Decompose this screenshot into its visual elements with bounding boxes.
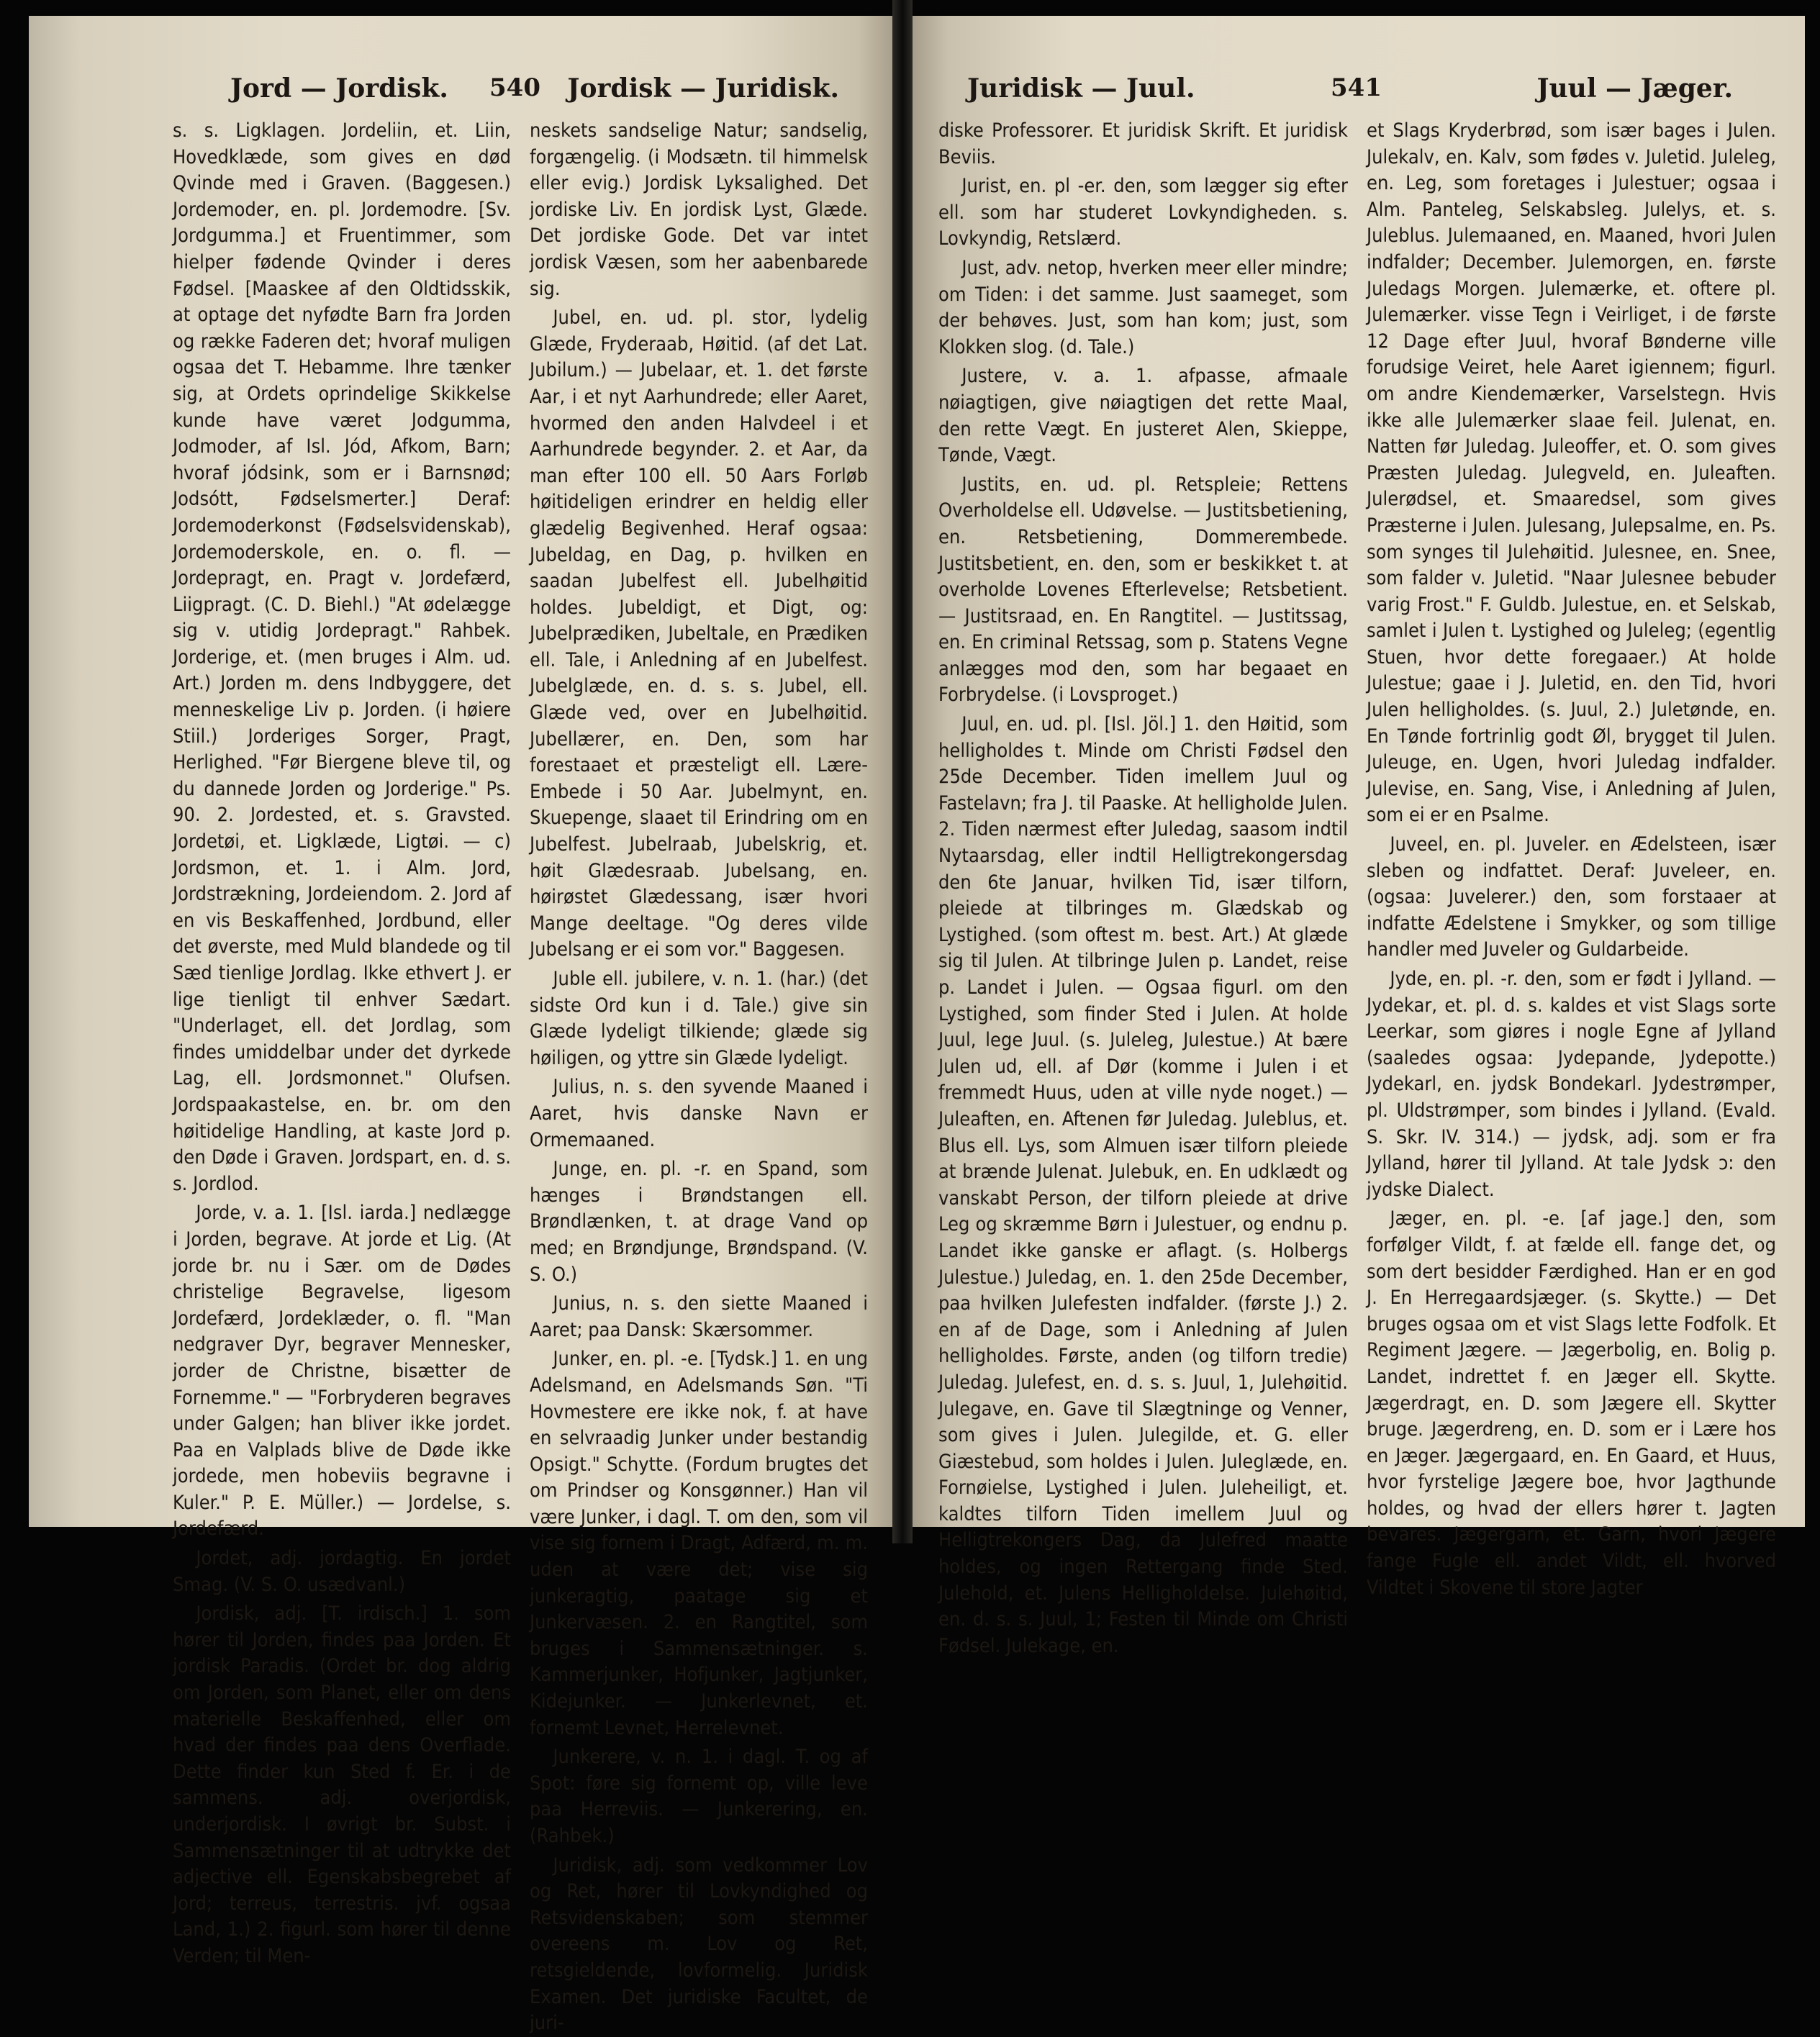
left-page-header (173, 66, 868, 118)
dictionary-entry: neskets sandselige Natur; sandselig, forgængelig. (i Modsætn. til himmelsk eller evig.) Jordisk Lyksalighed. Det jordiske Liv. En jordisk Lyst, Glæde. Det jordiske Gode. Det var intet jordisk Væsen, som her aabenbarede sig. (530, 119, 868, 300)
dictionary-entry: diske Professorer. Et juridisk Skrift. Et juridisk Beviis. (938, 119, 1348, 168)
left-page-number: 540 (489, 73, 540, 102)
dictionary-entry: Jordet, adj. jordagtig. En jordet Smag. (V. S. O. usædvanl.) (173, 1547, 511, 1596)
dictionary-entry: Juridisk, adj. som vedkommer Lov og Ret, hører til Lovkyndighed og Retsvidenskaben; som stemmer overeens m. Lov og Ret, retsgieldende, lovformelig. Juridisk Examen. Det juridiske Facultet, de juri- (530, 1854, 868, 2035)
left-page (29, 16, 892, 2035)
dictionary-entry: Justits, en. ud. pl. Retspleie; Rettens Overholdelse ell. Udøvelse. — Justitsbetiening, en. Retsbetiening, Dommerembede. Justitsbetient, en. den, som er beskikket t. at overholde Lovenes Efterlevelse; Retsbetient. — Justitsraad, en. En Rangtitel. — Justitssag, en. En criminal Retssag, som p. Statens Vegne anlægges mod den, som har begaaet en Forbrydelse. (i Lovsproget.) (938, 473, 1348, 707)
dictionary-entry: Jyde, en. pl. -r. den, som er født i Jylland. — Jydekar, et. pl. d. s. kaldes et vist Slags sorte Leerkar, som giøres i nogle Egne af Jylland (saaledes ogsaa: Jydepande, Jydepotte.) Jydekarl, en. jydsk Bondekarl. Jydestrømper, pl. Uldstrømper, som bindes i Jylland. (Evald. S. Skr. IV. 314.) — jydsk, adj. som er fra Jylland, hører til Jylland. At tale Jydsk ɔ: den jydske Dialect. (1367, 968, 1776, 1201)
dictionary-entry: Juble ell. jubilere, v. n. 1. (har.) (det sidste Ord kun i d. Tale.) give sin Glæde lydeligt tilkiende; glæde sig høiligen, og yttre sin Glæde lydeligt. (530, 968, 868, 1069)
dictionary-entry: Julius, n. s. den syvende Maaned i Aaret, hvis danske Navn er Ormemaaned. (530, 1076, 868, 1151)
right-page-column-2 (1367, 118, 1776, 1599)
left-page-columns (173, 118, 868, 2035)
dictionary-entry: s. s. Ligklagen. Jordeliin, et. Liin, Hovedklæde, som gives en død Qvinde med i Graven. (Baggesen.) Jordemoder, en. pl. Jordemodre. [Sv. Jordgumma.] et Fruentimmer, som hielper fødende Qvinder i deres Fødsel. [Maaskee af den Oldtidsskik, at optage det nyfødte Barn fra Jorden og række Faderen det; hvoraf muligen ogsaa det T. Hebamme. Ihre tænker sig, at Ordets oprindelige Skikkelse kunde have været Jodgumma, Jodmoder, af Isl. Jód, Afkom, Barn; hvoraf jódsink, som er i Barnsnød; Jodsótt, Fødselsmerter.] Deraf: Jordemoderkonst (Fødselsvidenskab), Jordemoderskole, en. o. fl. — Jordepragt, en. Pragt v. Jordefærd, Liigpragt. (C. D. Biehl.) "At ødelægge sig v. utidig Jordepragt." Rahbek. Jorderige, et. (men bruges i Alm. ud. Art.) Jorden m. dens Indbyggere, det menneskelige Liv p. Jorden. (i høiere Stiil.) Jorderiges Sorger, Pragt, Herlighed. "Før Biergene bleve til, og du dannede Jorden og Jorderige." Ps. 90. 2. Jordested, et. s. Gravsted. Jordetøi, et. Ligklæde, Ligtøi. — c) Jordsmon, et. 1. i Alm. Jord, Jordstrækning, Jordeiendom. 2. Jord af en vis Beskaffenhed, Jordbund, eller det øverste, med Muld blandede og til Sæd tienlige Jordlag. Ikke ethvert J. er lige tienligt til enhver Sædart. "Underlaget, ell. det Jordlag, som findes umiddelbar under det dyrkede Lag, ell. Jordsmonnet." Olufsen. Jordspaakastelse, en. br. om den høitidelige Handling, at kaste Jord p. den Døde i Graven. Jordspart, en. d. s. s. Jordlod. (173, 119, 511, 1195)
dictionary-entry: Junge, en. pl. -r. en Spand, som hænges i Brøndstangen ell. Brøndlænken, t. at drage Vand op med; en Brøndjunge, Brøndspand. (V. S. O.) (530, 1158, 868, 1286)
dictionary-entry: Jordisk, adj. [T. irdisch.] 1. som hører til Jorden, findes paa Jorden. Et jordisk Paradis. (Ordet br. dog aldrig om Jorden, som Planet, eller om dens materielle Beskaffenhed, eller om hvad der findes paa dens Overflade. Dette finder kun Sted f. Er. i de sammens. adj. overjordisk, underjordisk. I øvrigt br. Subst. i Sammensætninger til at udtrykke det adjective ell. Egenskabsbegrebet af Jord; terreus, terrestris. jvf. ogsaa Land, 1.) 2. figurl. som hører til denne Verden; til Men- (173, 1602, 511, 1967)
dictionary-entry: Jurist, en. pl -er. den, som lægger sig efter ell. som har studeret Lovkyndigheden. s. Lovkyndig, Retslærd. (938, 175, 1348, 250)
left-page-column-1 (173, 118, 511, 1967)
dictionary-entry: Justere, v. a. 1. afpasse, afmaale nøiagtigen, give nøiagtigen det rette Maal, den rette Vægt. En justeret Alen, Skieppe, Tønde, Vægt. (938, 365, 1348, 467)
right-page-header (938, 66, 1776, 118)
dictionary-entry: Jubel, en. ud. pl. stor, lydelig Glæde, Fryderaab, Høitid. (af det Lat. Jubilum.) — Jubelaar, et. 1. det første Aar, i et nyt Aarhundrede; eller Aaret, hvormed den anden Halvdeel i et Aarhundrede begynder. 2. et Aar, da man efter 100 ell. 50 Aars Forløb høitideligen erindrer en heldig eller glædelig Begivenhed. Heraf ogsaa: Jubeldag, en Dag, p. hvilken en saadan Jubelfest ell. Jubelhøitid holdes. Jubeldigt, et Digt, og: Jubelprædiken, Jubeltale, en Prædiken ell. Tale, i Anledning af en Jubelfest. Jubelglæde, en. d. s. s. Jubel, ell. Glæde ved, over en Jubelhøitid. Jubellærer, en. Den, som har forestaaet et præsteligt ell. Lære-Embede i 50 Aar. Jubelmynt, en. Skuepenge, slaaet til Erindring om en Jubelfest. Jubelraab, Jubelskrig, et. høit Glædesraab. Jubelsang, en. høirøstet Glædessang, især hvori Mange deeltage. "Og deres vilde Jubelsang er ei som vor." Baggesen. (530, 307, 868, 961)
book-gutter (892, 0, 913, 1543)
dictionary-entry: Just, adv. netop, hverken meer eller mindre; om Tiden: i det samme. Just saameget, som der behøves. Just, som han kom; just, som Klokken slog. (d. Tale.) (938, 256, 1348, 358)
right-header-left-guideword: Juridisk — Juul. (967, 73, 1195, 104)
dictionary-entry: Junker, en. pl. -e. [Tydsk.] 1. en ung Adelsmand, en Adelsmands Søn. "Ti Hovmestere ere ikke nok, f. at have en selvraadig Junker under bestandig Opsigt." Schytte. (Fordum brugtes det om Prindser og Konsgønner.) Han vil være Junker, i dagl. T. om den, som vil vise sig fornem i Dragt, Adfærd, m. m. uden at være det; vise sig junkeragtig, paatage sig et Junkervæsen. 2. en Rangtitel, som bruges i Sammensætninger. s. Kammerjunker, Hofjunker, Jagtjunker, Kidejunker. — Junkerlevnet, et. fornemt Levnet, Herrelevnet. (530, 1348, 868, 1739)
right-page-columns (938, 118, 1776, 1657)
dictionary-entry: Juul, en. ud. pl. [Isl. Jöl.] 1. den Høitid, som helligholdes t. Minde om Christi Fødsel den 25de December. Tiden imellem Juul og Fastelavn; fra J. til Paaske. At helligholde Julen. 2. Tiden nærmest efter Juledag, saasom indtil Nytaarsdag, eller indtil Helligtrekongersdag den 6te Januar, hvilken Tid, især tilforn, pleiede at tilbringes m. Glædskab og Lystighed. (som oftest m. best. Art.) At glæde sig til Julen. At tilbringe Julen p. Landet, reise p. Landet i Julen. — Ogsaa figurl. om den Lystighed, som finder Sted i Julen. At holde Juul, lege Juul. (s. Juleleg, Julestue.) At bære Julen ud, ell. af Dør (komme i Julen i et fremmedt Huus, uden at ville nyde noget.) — Juleaften, en. Aftenen før Juledag. Juleblus, et. Blus ell. Lys, som Almuen især tilforn pleiede at brænde Julenat. Julebuk, en. En udklædt og vanskabt Person, der tilforn pleiede at drive Leg og skræmme Børn i Julestuer, og endnu p. Landet ikke ganske er aflagt. (s. Holbergs Julestue.) Juledag, en. 1. den 25de December, paa hvilken Julefesten indfalder. (første J.) 2. en af de Dage, som i Anledning af Julen helligholdes. Første, anden (og tilforn tredie) Juledag. Julefest, en. d. s. s. Juul, 1, Julehøitid. Julegave, en. Gave til Slægtninge og Venner, som gives i Julen. Julegilde, et. G. eller Giæstebud, som holdes i Julen. Juleglæde, en. Fornøielse, Lystighed i Julen. Juleheiligt, et. kaldtes tilforn Tiden imellem Juul og Helligtrekongers Dag, da Julefred maatte holdes, og ingen Rettergang finde Sted. Julehold, et. Julens Helligholdelse. Julehøitid, en. d. s. s. Juul, 1; Festen til Minde om Christi Fødsel. Julekage, en. (938, 713, 1348, 1657)
dictionary-entry: Jorde, v. a. 1. [Isl. iarda.] nedlægge i Jorden, begrave. At jorde et Lig. (At jorde br. nu i Sær. om de Dødes christelige Begravelse, ligesom Jordefærd, Jordeklæder, o. fl. "Man nedgraver Dyr, begraver Mennesker, jorder de Christne, bisætter de Fornemme." — "Forbryderen begraves under Galgen; han bliver ikke jordet. Paa en Valplads blive de Døde ikke jordede, men hobeviis begravne i Kuler." P. E. Müller.) — Jordelse, s. Jordefærd. (173, 1202, 511, 1541)
dictionary-entry: Junius, n. s. den siette Maaned i Aaret; paa Dansk: Skærsommer. (530, 1292, 868, 1341)
dictionary-entry: Junkerere, v. n. 1. i dagl. T. og af Spot: føre sig fornemt op, ville leve paa Herreviis. — Junkerering, en. (Rahbek.) (530, 1746, 868, 1847)
right-page-number: 541 (1331, 73, 1382, 102)
left-page-column-2 (530, 118, 868, 2035)
dictionary-entry: Juveel, en. pl. Juveler. en Ædelsteen, især sleben og indfattet. Deraf: Juveleer, en. (ogsaa: Juvelerer.) den, som forstaaer at indfatte Ædelstene i Smykker, og som tillige handler med Juveler og Guldarbeide. (1367, 833, 1776, 961)
dictionary-entry: et Slags Kryderbrød, som især bages i Julen. Julekalv, en. Kalv, som fødes v. Juletid. Juleleg, en. Leg, som foretages i Julestuer; ogsaa i Alm. Panteleg, Selskabsleg. Julelys, et. s. Juleblus. Julemaaned, en. Maaned, hvori Julen indfalder; December. Julemorgen, en. første Juledags Morgen. Julemærke, et. oftere pl. Julemærker. visse Tegn i Veirliget, i de første 12 Dage efter Juul, hvoraf Bønderne ville forudsige Veiret, hele Aaret igiennem; figurl. om andre Kiendemærker, Varselstegn. Hvis ikke alle Julemærker slaae feil. Julenat, en. Natten før Juledag. Juleoffer, et. O. som gives Præsten Juledag. Julegveld, en. Juleaften. Julerødsel, et. Smaaredsel, som gives Præsterne i Julen. Julesang, Julepsalme, en. Ps. som synges til Julehøitid. Julesnee, en. Snee, som falder v. Juletid. "Naar Julesnee bebuder varig Frost." F. Guldb. Julestue, en. et Selskab, samlet i Julen t. Lystighed og Juleleg; (egentlig Stuen, hvor dette foregaaer.) At holde Julestue; gaae i J. Juletid, en. den Tid, hvori Julen helligholdes. (s. Juul, 2.) Juletønde, en. En Tønde fortrinlig godt Øl, brygget til Julen. Juleuge, en. Ugen, hvori Juledag indfalder. Julevise, en. Sang, Vise, i Anledning af Julen, som ei er en Psalme. (1367, 119, 1776, 827)
left-header-right-guideword: Jordisk — Juridisk. (567, 73, 839, 104)
dictionary-entry: Jæger, en. pl. -e. [af jage.] den, som forfølger Vildt, f. at fælde ell. fange det, og som dert besidder Færdighed. Han er en god J. En Herregaardsjæger. (s. Skytte.) — Det bruges ogsaa om et vist Slags lette Fodfolk. Et Regiment Jægere. — Jægerbolig, en. Bolig p. Landet, indrettet f. en Jæger ell. Skytte. Jægerdragt, en. D. som Jægere ell. Skytter bruge. Jægerdreng, en. D. som er i Lære hos en Jæger. Jægergaard, en. En Gaard, et Huus, hvor fyrstelige Jægere boe, hvor Jagthunde holdes, og hvad der ellers hører t. Jagten bevares. Jægergarn, et. Garn, hvori Jægere fange Fugle ell. andet Vildt, ell. hvorved Vildtet i Skovene til store Jagter (1367, 1207, 1776, 1599)
left-header-left-guideword: Jord — Jordisk. (230, 73, 448, 104)
right-page (913, 16, 1805, 1657)
right-header-right-guideword: Juul — Jæger. (1536, 73, 1733, 104)
right-page-column-1 (938, 118, 1348, 1657)
